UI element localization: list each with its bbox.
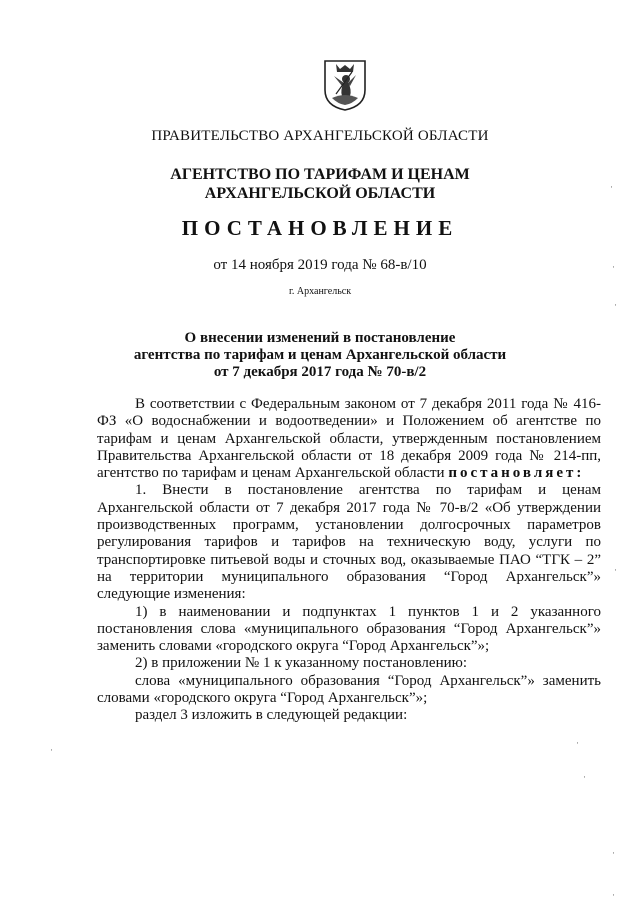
coat-of-arms-emblem <box>322 58 368 112</box>
words-replace-paragraph: слова «муниципального образования “Город Архангельск”» заменить словами «городского округа “Город Архангельск”»; <box>97 672 601 707</box>
subitem-1-paragraph: 1) в наименовании и подпунктах 1 пунктов 1 и 2 указанного постановления слова «муниципального образования “Город Архангельск”» заменить словами «городского округа “Город Архангельск”»; <box>97 603 601 655</box>
city-name: г. Архангельск <box>288 286 352 297</box>
decree-subject <box>0 330 640 381</box>
subject-line3: от 7 декабря 2017 года № 70-в/2 <box>213 364 427 380</box>
scan-mark: · <box>612 262 615 272</box>
scan-mark: · <box>583 772 586 782</box>
preamble-text: В соответствии с Федеральным законом от 7 декабря 2011 года № 416-ФЗ «О водоснабжении и водоотведении» и Положением об агентстве по тарифам и ценам Архангельской области, утвержденным постановлением Правительства Архангельской области от 18 декабря 2009 года № 214-пп, агентство по тарифам и ценам Архангельской области <box>97 396 601 482</box>
scan-mark: · <box>576 738 579 748</box>
scan-mark: · <box>614 565 617 575</box>
document-body <box>97 396 601 725</box>
subject-line2: агентства по тарифам и ценам Архангельской области <box>133 347 507 363</box>
agency-title-line2: АРХАНГЕЛЬСКОЙ ОБЛАСТИ <box>204 185 436 202</box>
scan-mark: · <box>610 182 613 192</box>
scan-mark: · <box>612 848 615 858</box>
scan-mark: · <box>50 745 53 755</box>
scan-mark: · <box>612 890 615 900</box>
resolves-word: постановляет: <box>448 465 585 482</box>
agency-title <box>0 165 640 203</box>
document-type: ПОСТАНОВЛЕНИЕ <box>181 216 459 240</box>
subject-line1: О внесении изменений в постановление <box>184 330 456 346</box>
agency-title-line1: АГЕНТСТВО ПО ТАРИФАМ И ЦЕНАМ <box>170 166 470 183</box>
item-1-paragraph: 1. Внести в постановление агентства по тарифам и ценам Архангельской области от 7 декабря 2017 года № 70-в/2 «Об утверждении производственных программ, установлении долгосрочных параметров регулирования тарифов и тарифов на техническую воду, услуги по транспортировке питьевой воды и сточных вод, оказываемые ПАО “ТГК – 2” на территории муниципального образования “Город Архангельск”» следующие изменения: <box>97 482 601 603</box>
date-and-number: от 14 ноября 2019 года № 68-в/10 <box>213 257 427 273</box>
subitem-2-paragraph: 2) в приложении № 1 к указанному постановлению: <box>135 655 467 672</box>
section-3-paragraph: раздел 3 изложить в следующей редакции: <box>135 707 408 724</box>
scan-mark: · <box>614 300 617 310</box>
preamble-paragraph <box>97 396 601 482</box>
government-title: ПРАВИТЕЛЬСТВО АРХАНГЕЛЬСКОЙ ОБЛАСТИ <box>151 128 489 144</box>
